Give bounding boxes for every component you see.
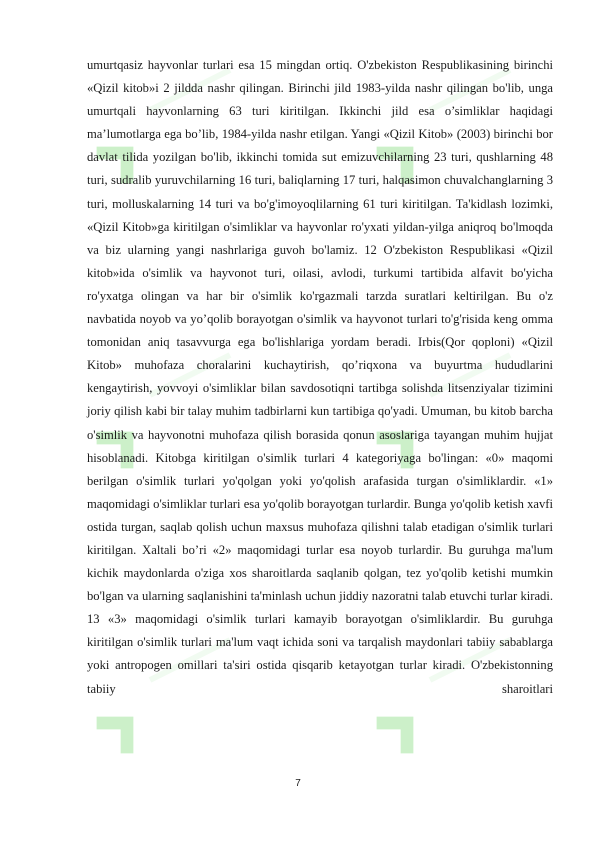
watermark-arrow-icon bbox=[90, 698, 152, 760]
page-number: 7 bbox=[295, 778, 301, 789]
body-paragraph: umurtqasiz hayvonlar turlari esa 15 mingdan ortiq. O'zbekiston Respublikasining birinchi «Qizil kitob»i 2 jildda nashr qilingan. Birinchi jild 1983-yilda nashr qilingan bo'lib, unga umurtqali hayvonlarning 63 turi kiritilgan. Ikkinchi jild esa o’simliklar haqidagi ma’lumotlarga ega bo’lib, 1984-yilda nashr etilgan. Yangi «Qizil Kitob» (2003) birinchi bor davlat tilida yozilgan bo'lib, ikkinchi tomida sut emizuvchilarning 23 turi, qushlarning 48 turi, sudralib yuruvchilarning 16 turi, baliqlarning 17 turi, halqasimon chuvalchanglarning 3 turi, molluskalarning 14 turi va bo'g'imoyoqlilarning 61 turi kiritilgan. Ta'kidlash lozimki, «Qizil Kitob»ga kiritilgan o'simliklar va hayvonlar ro'yxati yildan-yilga aniqroq bo'lmoqda va biz ularning yangi nashrlariga guvoh bo'lamiz. 12 O'zbekiston Respublikasi «Qizil kitob»ida o'simlik va hayvonot turi, oilasi, avlodi, turkumi tartibida alfavit bo'yicha ro'yxatga olingan va har bir o'simlik ko'rgazmali tarzda suratlari keltirilgan. Bu o'z navbatida noyob va yo’qolib borayotgan o'simlik va hayvonot turlari to'g'risida keng omma tomonidan aniq tasavvurga ega bo'lishlariga yordam beradi. Irbis(Qor qoploni) «Qizil Kitob» muhofaza choralarini kuchaytirish, qo’riqxona va buyurtma hududlarini kengaytirish, yovvoyi o'simliklar bilan savdosotiqni tartibga solishda litsenziyalar tizimini joriy qilish kabi bir talay muhim tadbirlarni kun tartibiga qo'yadi. Umuman, bu kitob barcha o'simlik va hayvonotni muhofaza qilish borasida qonun asoslariga tayangan muhim hujjat hisoblanadi. Kitobga kiritilgan o'simlik turlari 4 kategoriyaga bo'lingan: «0» maqomi berilgan o'simlik turlari yo'qolgan yoki yo'qolish arafasida turgan o'simliklardir. «1» maqomidagi o'simliklar turlari esa yo'qolib borayotgan turlardir. Bunga yo'qolib ketish xavfi ostida turgan, saqlab qolish uchun maxsus muhofaza qilishni talab etadigan o'simlik turlari kiritilgan. Xaltali bo’ri «2» maqomidagi turlar esa noyob turlardir. Bu guruhga ma'lum kichik maydonlarda o'ziga xos sharoitlarda saqlanib qolgan, tez yo'qolib ketishi mumkin bo'lgan va ularning saqlanishini ta'minlash uchun jiddiy nazoratni talab etuvchi turlar kiradi. 13 «3» maqomidagi o'simlik turlari kamayib borayotgan o'simliklardir. Bu guruhga kiritilgan o'simlik turlari ma'lum vaqt ichida soni va tarqalish maydonlari tabiiy sabablarga yoki antropogen omillari ta'siri ostida qisqarib ketayotgan turlar kiradi. O'zbekistonning tabiiy sharoitlari bbox=[87, 58, 553, 696]
watermark-arrow-icon bbox=[370, 698, 432, 760]
body-text bbox=[87, 54, 553, 701]
